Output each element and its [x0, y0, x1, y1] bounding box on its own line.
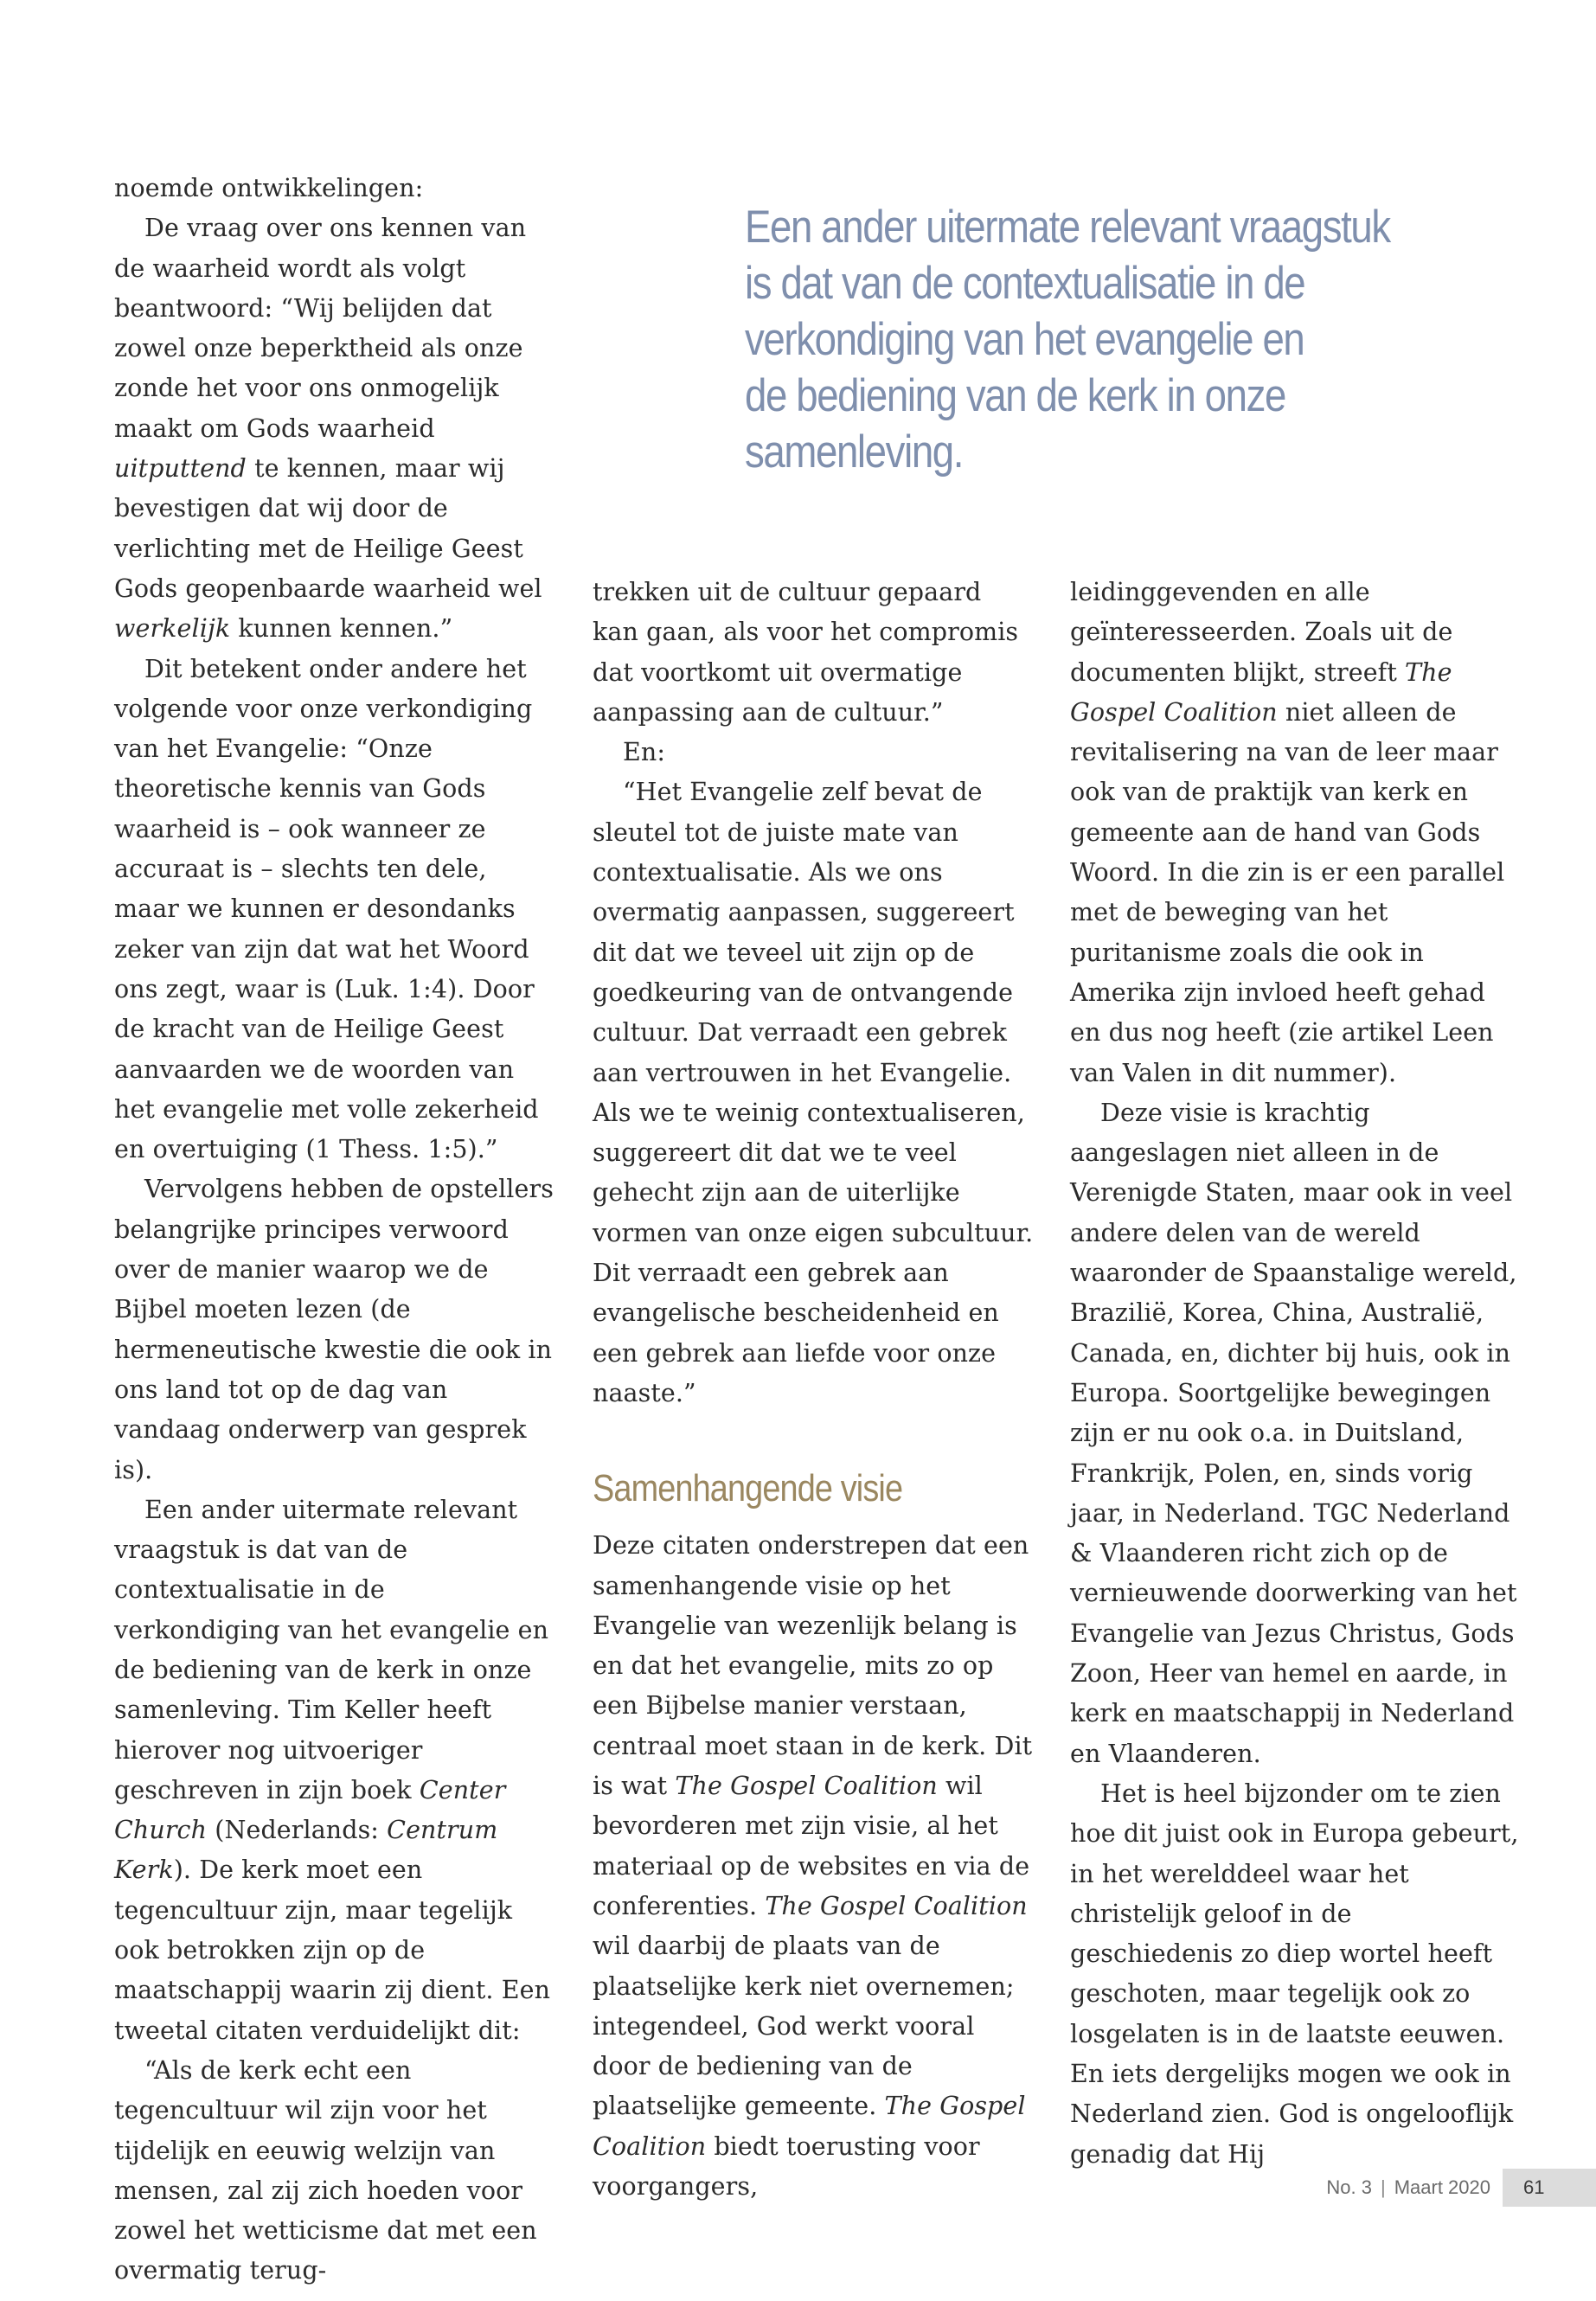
text-run: kunnen kennen.”: [230, 614, 453, 644]
section-heading: Samenhangende visie: [593, 1467, 903, 1510]
paragraph: “Als de kerk echt een tegencultuur wil zijn voor het tijdelijk en eeuwig welzijn van mensen, zal zij zich hoeden voor zowel het wetticisme dat met een overmatig terug-: [114, 2055, 537, 2285]
page-number-box: [1503, 2169, 1596, 2207]
footer-separator: |: [1380, 2176, 1386, 2198]
italic-text: uitputtend: [114, 454, 247, 484]
pull-quote: [745, 199, 1414, 480]
text-run: De vraag over ons kennen van de waarheid wordt als volgt beantwoord: “Wij belijden dat zowel onze beperktheid als onze zonde het voor ons onmogelijk maakt om Gods waarheid: [114, 214, 527, 443]
text-run: (Nederlands:: [207, 1816, 388, 1845]
italic-text: The Gospel Coalition: [1070, 657, 1452, 727]
paragraph: “Het Evangelie zelf bevat de sleutel tot de juiste mate van contextualisatie. Als we ons overmatig aanpassen, suggereert dit dat we teveel uit zijn op de goedkeuring van de ontvangende cultuur. Dat verraadt een gebrek aan vertrouwen in het Evangelie. Als we te weinig contextualiseren, suggereert dit dat we te veel gehecht zijn aan de uiterlijke vormen van onze eigen subcultuur. Dit verraadt een gebrek aan evangelische bescheidenheid en een gebrek aan liefde voor onze naaste.”: [593, 778, 1034, 1407]
pull-quote-line: samenleving.: [745, 426, 964, 478]
text-run: Deze citaten onderstrepen dat een samenhangende visie op het Evangelie van wezenlijk belang is en dat het evangelie, mits zo op een Bijbelse manier verstaan, centraal moet staan in de kerk. Dit is wat: [593, 1531, 1033, 1801]
text-run: te kennen, maar wij bevestigen dat wij door de verlichting met de Heilige Geest Gods geopenbaarde waarheid wel: [114, 454, 542, 603]
paragraph: trekken uit de cultuur gepaard kan gaan, als voor het compromis dat voortkomt uit overmatige aanpassing aan de cultuur.”: [593, 578, 1019, 727]
italic-text: The Gospel Coalition: [675, 1772, 938, 1801]
issue-date: Maart 2020: [1394, 2176, 1490, 2198]
page-number: 61: [1523, 2176, 1545, 2198]
paragraph: [593, 1526, 1034, 2207]
text-run: leidinggevenden en alle geïnteresseerden. Zoals uit de documenten blijkt, streeft: [1070, 578, 1453, 687]
text-column-middle: [593, 573, 1034, 2207]
italic-text: Center Church: [114, 1775, 506, 1845]
issue-number: No. 3: [1326, 2176, 1372, 2198]
paragraph: Vervolgens hebben de opstellers belangrijke principes verwoord over de manier waarop we de Bijbel moeten lezen (de hermeneutische kwestie die ook in ons land tot op de dag van vandaag onderwerp van gesprek is).: [114, 1175, 554, 1484]
paragraph: Het is heel bijzonder om te zien hoe dit juist ook in Europa gebeurt, in het werelddeel waar het christelijk geloof in de geschiedenis zo diep wortel heeft geschoten, maar tegelijk ook zo losgelaten is in de laatste eeuwen. En iets dergelijks mogen we ook in Nederland zien. God is ongelooflijk genadig dat Hij: [1070, 1779, 1519, 2169]
italic-text: werkelijk: [114, 614, 231, 644]
text-run: niet alleen de revitalisering na van de leer maar ook van de praktijk van kerk en gemeente aan de hand van Gods Woord. In die zin is er een parallel met de beweging van het puritanisme zoals die ook in Amerika zijn invloed heeft gehad en dus nog heeft (zie artikel Leen van Valen in dit nummer).: [1070, 697, 1505, 1087]
paragraph: Dit betekent onder andere het volgende voor onze verkondiging van het Evangelie: “Onze theoretische kennis van Gods waarheid is – ook wanneer ze accuraat is – slechts ten dele, maar we kunnen er desondanks zeker van zijn dat wat het Woord ons zegt, waar is (Luk. 1:4). Door de kracht van de Heilige Geest aanvaarden we de woorden van het evangelie met volle zekerheid en overtuiging (1 Thess. 1:5).”: [114, 654, 539, 1164]
paragraph: [114, 208, 555, 649]
paragraph: [1070, 573, 1520, 1093]
paragraph: Deze visie is krachtig aangeslagen niet alleen in de Verenigde Staten, maar ook in veel andere delen van de wereld waaronder de Spaanstalige wereld, Brazilië, Korea, China, Australië, Canada, en, dichter bij huis, ook in Europa. Soortgelijke bewegingen zijn er nu ook o.a. in Duitsland, Frankrijk, Polen, en, sinds vorig jaar, in Nederland. TGC Nederland & Vlaanderen richt zich op de vernieuwende doorwerking van het Evangelie van Jezus Christus, Gods Zoon, Heer van hemel en aarde, in kerk en maatschappij in Nederland en Vlaanderen.: [1070, 1098, 1517, 1768]
pull-quote-line: verkondiging van het evangelie en: [745, 314, 1304, 365]
pull-quote-line: Een ander uitermate relevant vraagstuk: [745, 202, 1390, 253]
text-run: Een ander uitermate relevant vraagstuk is dat van de contextualisatie in de verkondiging van het evangelie en de bediening van de kerk in onze samenleving. Tim Keller heeft hierover nog uitvoeriger geschreven in zijn boek: [114, 1495, 549, 1804]
text-run: wil daarbij de plaats van de plaatselijke kerk niet overnemen; integendeel, God werkt vooral door de bediening van de plaatselijke gemeente.: [593, 1932, 1015, 2121]
italic-text: Centrum Kerk: [114, 1816, 498, 1885]
italic-text: The Gospel Coalition: [765, 1891, 1028, 1920]
text-column-right: [1070, 573, 1520, 2175]
pull-quote-line: de bediening van de kerk in onze: [745, 370, 1285, 421]
page-footer: [0, 2169, 1596, 2207]
issue-info: [1326, 2169, 1490, 2207]
pull-quote-line: is dat van de contextualisatie in de: [745, 258, 1305, 309]
text-column-left: [114, 169, 555, 2291]
paragraph: En:: [623, 738, 666, 767]
text-run: biedt toerusting voor voorgangers,: [593, 2131, 980, 2201]
italic-text: The Gospel Coalition: [593, 2092, 1026, 2161]
paragraph: [114, 1490, 555, 2051]
text-run: wil bevorderen met zijn visie, al het materiaal op de websites en via de conferenties.: [593, 1772, 1030, 1920]
text-run: ). De kerk moet een tegencultuur zijn, maar tegelijk ook betrokken zijn op de maatschappij waarin zij dient. Een tweetal citaten verduidelijkt dit:: [114, 1856, 551, 2045]
paragraph: noemde ontwikkelingen:: [114, 174, 424, 202]
